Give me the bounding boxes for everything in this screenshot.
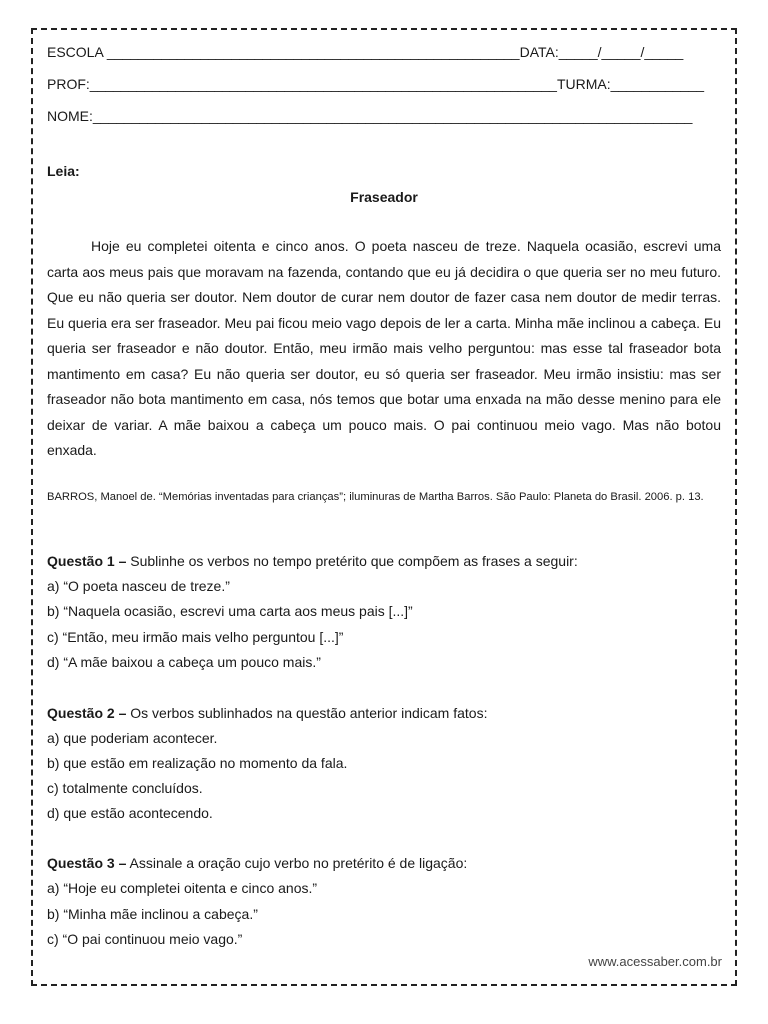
header-nome: NOME:_____________________________________________________________________________ <box>47 108 693 124</box>
text-title: Fraseador <box>350 189 418 205</box>
header-prof: PROF:____________________________________________________________TURMA:____________ <box>47 76 705 92</box>
question-2-prompt: Os verbos sublinhados na questão anterior indicam fatos: <box>126 705 488 721</box>
question-1 <box>47 553 578 569</box>
question-1-option-b[interactable]: b) “Naquela ocasião, escrevi uma carta aos meus pais [...]” <box>47 603 413 619</box>
citation: BARROS, Manoel de. “Memórias inventadas para crianças”; iluminuras de Martha Barros. São Paulo: Planeta do Brasil. 2006. p. 13. <box>47 491 704 503</box>
question-2-option-a[interactable]: a) que poderiam acontecer. <box>47 730 218 746</box>
question-1-option-c[interactable]: c) “Então, meu irmão mais velho perguntou [...]” <box>47 629 344 645</box>
question-1-option-a[interactable]: a) “O poeta nasceu de treze.” <box>47 578 230 594</box>
question-2 <box>47 705 487 721</box>
text-paragraph: Hoje eu completei oitenta e cinco anos. O poeta nasceu de treze. Naquela ocasião, escrevi uma carta aos meus pais que moravam na fazenda, contando que eu já decidira o que queria ser no meu futuro. Que eu não queria ser doutor. Nem doutor de curar nem doutor de fazer casa nem doutor de medir terras. Eu queria era ser fraseador. Meu pai ficou meio vago depois de ler a carta. Minha mãe inclinou a cabeça. Eu queria ser fraseador e não doutor. Então, meu irmão mais velho perguntou: mas esse tal fraseador bota mantimento em casa? Eu não queria ser doutor, eu só queria ser fraseador. Meu irmão insistiu: mas ser fraseador não bota mantimento em casa, nós temos que botar uma enxada na mão desse menino para ele deixar de variar. A mãe baixou a cabeça um pouco mais. O pai continuou meio vago. Mas não botou enxada. <box>47 238 721 458</box>
question-3-option-c[interactable]: c) “O pai continuou meio vago.” <box>47 931 243 947</box>
question-2-label: Questão 2 – <box>47 705 127 721</box>
question-1-option-d[interactable]: d) “A mãe baixou a cabeça um pouco mais.” <box>47 654 321 670</box>
question-2-option-d[interactable]: d) que estão acontecendo. <box>47 805 213 821</box>
question-1-prompt: Sublinhe os verbos no tempo pretérito que compõem as frases a seguir: <box>126 553 578 569</box>
question-3-prompt: Assinale a oração cujo verbo no pretérito é de ligação: <box>126 855 468 871</box>
question-3-label: Questão 3 – <box>47 855 127 871</box>
question-3-option-b[interactable]: b) “Minha mãe inclinou a cabeça.” <box>47 906 258 922</box>
question-2-option-c[interactable]: c) totalmente concluídos. <box>47 780 203 796</box>
worksheet-border <box>31 28 737 986</box>
question-3 <box>47 855 467 871</box>
question-2-option-b[interactable]: b) que estão em realização no momento da fala. <box>47 755 348 771</box>
footer-site-url[interactable]: www.acessaber.com.br <box>588 954 722 969</box>
header-escola: ESCOLA _____________________________________________________DATA:_____/_____/_____ <box>47 44 684 60</box>
reading-instruction: Leia: <box>47 163 80 179</box>
question-3-option-a[interactable]: a) “Hoje eu completei oitenta e cinco anos.” <box>47 880 318 896</box>
question-1-label: Questão 1 – <box>47 553 127 569</box>
